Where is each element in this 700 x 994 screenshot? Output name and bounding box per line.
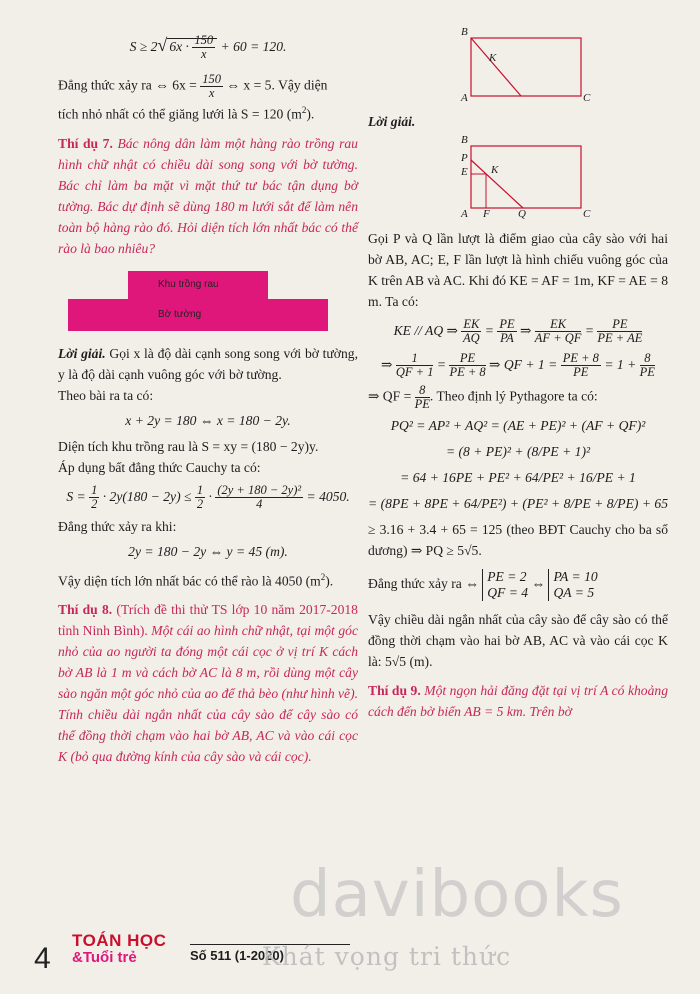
equation-step8: ≥ 3.16 + 3.4 + 65 = 125 (theo BĐT Cauchy cho ba số dương) ⇒ PQ ≥ 5√5. [368, 522, 668, 558]
solution-8-label: Lời giải. [368, 114, 416, 129]
equation-step5: = (8 + PE)² + (8/PE + 1)² [445, 444, 591, 459]
watermark-tagline: Khát vọng tri thức [262, 942, 512, 971]
example-7: Thí dụ 7. Bác nông dân làm một hàng rào trồng rau hình chữ nhật có chiều dài song song với bờ tường. Bác chỉ làm ba mặt vì mặt thứ tư bác tận dụng bờ tường. Bác dự định sẽ dùng 180 m lưới sắt để làm nên toàn bộ hàng rào đó. Hỏi diện tích lớn nhất bác có thể rào là bao nhiêu? [58, 135, 358, 256]
equation-pythagore: PQ² = AP² + AQ² = (AE + PE)² + (AF + QF)² [390, 418, 646, 433]
equation-top: S ≥ 2√ 6x · $\frac{150}{x}$ + 60 = 120. [129, 33, 287, 62]
label-C: C [583, 92, 591, 104]
equation-qf: ⇒ $\frac{1}{QF + 1}$ = $\frac{PE}{PE + 8}$ ⇒ QF + 1 = $\frac{PE + 8}{PE}$ = 1 + $\frac{8}{PE}$ [381, 351, 655, 380]
label-B: B [461, 26, 468, 38]
label-K2: K [491, 164, 499, 176]
solution-7-line2: Theo bài ra ta có: [58, 387, 154, 403]
label-A2: A [461, 208, 468, 220]
solution-7-line4: Áp dụng bất đẳng thức Cauchy ta có: [58, 459, 261, 475]
equality-paragraph: Đẳng thức xảy ra ⇔ 6x = $\frac{150}{x}$ ⇔ x = 5. Vậy diện tích nhỏ nhất có thể giăng lưới là S = 120 $(m^2)$. [58, 72, 328, 122]
issue-number: Số 511 (1-2020) [190, 948, 284, 963]
solution-7-conclusion: Vậy diện tích lớn nhất bác có thể rào là 4050 $(m^2)$. [58, 571, 334, 589]
label-C2: C [583, 208, 591, 220]
page-number: 4 [34, 942, 51, 975]
example-8: Thí dụ 8. (Trích đề thi thử TS lớp 10 năm 2017-2018 tỉnh Ninh Bình). Một cái ao hình chữ nhật, tại một góc nhỏ của ao người ta đóng một cái cọc ở vị trí K cách bờ AB là 1 m và cách bờ AC là 8 m, rồi dùng một cây sào ngăn một góc nhỏ của ao để thả bèo (như hình vẽ). Tính chiều dài ngắn nhất của cây sào để cây sào có thể đồng thời chạm vào hai bờ AB, AC và vào cái cọc K (bỏ qua đường kính của cây sào và cái cọc). [58, 602, 359, 765]
watermark: davibooks [290, 858, 624, 932]
equation-xy: x + 2y = 180 ⇔ x = 180 − 2y. [125, 412, 291, 428]
label-P: P [461, 152, 468, 164]
garden-label: Khu trồng rau [158, 278, 219, 290]
pond-diagram-1 [463, 30, 593, 105]
figure-pond-2 [461, 134, 668, 220]
equation-step7: = (8PE + 8PE + 64/PE²) + (PE² + 8/PE + 8/PE) + 65 [368, 496, 668, 511]
equation-2y: 2y = 180 − 2y ⇔ y = 45 (m). [128, 543, 288, 559]
label-K: K [489, 52, 497, 64]
label-Q: Q [518, 208, 526, 220]
solution-8-text: Gọi P và Q lần lượt là điểm giao của cây sào với hai bờ AB, AC; E, F lần lượt là hình chiếu vuông góc của K trên AB và AC. Khi đó KE = AF = 1m, KF = AE = 8 m. Ta có: [368, 231, 668, 309]
solution-7-line3: Diện tích khu trồng rau là S = xy = (180 − 2y)y. [58, 438, 319, 454]
label-B2: B [461, 134, 468, 146]
solution-8-conclusion: Vậy chiều dài ngắn nhất của cây sào để cây sào có thể đồng thời chạm vào hai bờ AB, AC và vào cái cọc K là: 5√5 (m). [368, 612, 668, 669]
garden-diagram [128, 271, 358, 331]
solution-7-line5: Đẳng thức xảy ra khi: [58, 518, 177, 534]
label-E: E [461, 166, 468, 178]
right-column [368, 26, 668, 722]
wall-label: Bờ tường [158, 308, 202, 320]
magazine-logo: TOÁN HỌC &Tuổi trẻ [72, 931, 167, 966]
label-F: F [483, 208, 490, 220]
equation-ratio: KE // AQ ⇒ $\frac{EK}{AQ}$ = $\frac{PE}{PA}$ ⇒ $\frac{EK}{AF + QF}$ = $\frac{PE}{PE + AE}$ [393, 317, 643, 346]
left-column [58, 30, 358, 767]
solution-7: Lời giải. Gọi x là độ dài cạnh song song với bờ tường, y là độ dài cạnh vuông góc với bờ tường. [58, 345, 358, 382]
label-A: A [461, 92, 468, 104]
figure-pond-1 [461, 26, 668, 105]
equation-qf-result: ⇒ QF = $\frac{8}{PE}$ . Theo định lý Pythagore ta có: [368, 383, 598, 411]
example-9: Thí dụ 9. Một ngọn hải đăng đặt tại vị trí A có khoảng cách đến bờ biển AB = 5 km. Trên bờ [368, 683, 668, 719]
equality-condition: Đẳng thức xảy ra ⇔ PE = 2 QF = 4 ⇔ PA = 10 QA = 5 [368, 569, 598, 600]
equation-cauchy: S = $\frac{1}{2}$ · 2y(180 − 2y) ≤ $\frac{1}{2}$ · $\frac{\text{(2y + 180 − 2y)²}}{4}$ = 4050. [66, 483, 350, 512]
equation-step6: = 64 + 16PE + PE² + 64/PE² + 16/PE + 1 [400, 470, 636, 485]
